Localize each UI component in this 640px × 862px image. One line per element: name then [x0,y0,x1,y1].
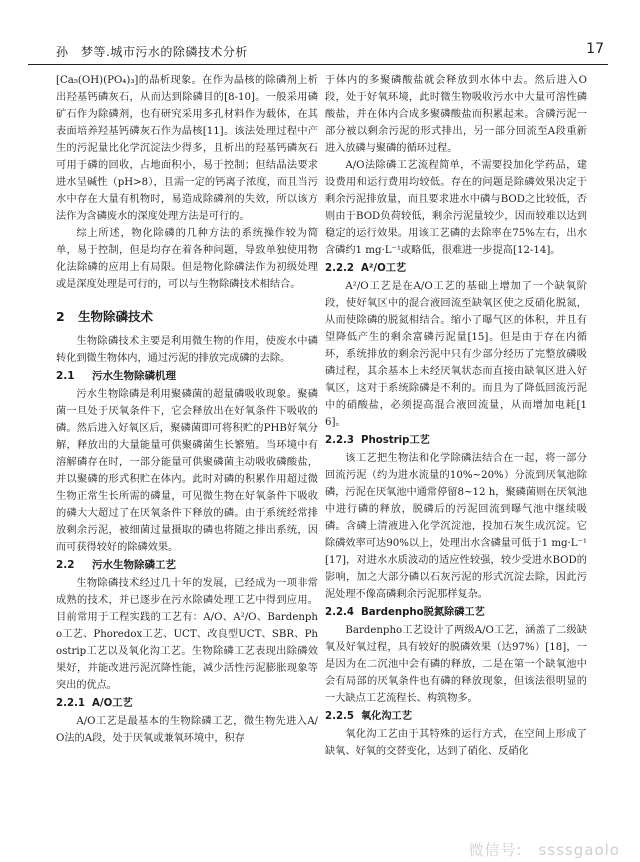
running-title: 孙 梦等.城市污水的除磷技术分析 [56,45,248,59]
subsubsection-number: 2.2.2 [325,263,355,274]
paragraph-processes: 生物除磷技术经过几十年的发展，已经成为一项非常成熟的技术，并已逐步在污水除磷处理工艺中得到应用。目前常用于工程实践的工艺有：A/O、A²/O、Bardenpho工艺、Phoredox工艺、UCT、改良型UCT、SBR、Phostrip工艺以及氧化沟工艺。生物除磷工艺表现出除磷效果好，并能改进污泥沉降性能，减少活性污泥膨胀现象等突出的优点。 [56,578,318,691]
paragraph-a2o: A²/O工艺是在A/O工艺的基础上增加了一个缺氧阶段，使好氧区中的混合液回流至缺氧区使之反硝化脱氮，从而使除磷的脱氮相结合。缩小了曝气区的体积，并且有望降低产生的剩余富磷污泥量[15]。但是由于存在内循环，系统排放的剩余污泥中只有少部分经历了完整放磷吸磷过程，其余基本上未经厌氧状态而直接由缺氧区进入好氧区，这对于系统除磷是不利的。而且为了降低回流污泥中的硝酸盐，必须提高混合液回流量，从而增加电耗[16]。 [325,281,587,428]
subsubsection-heading-2-2-3 [325,432,587,449]
subsubsection-number: 2.2.4 [325,607,355,618]
subsection-title: 污水生物除磷工艺 [92,559,176,571]
subsection-number: 2.1 [56,370,75,382]
subsubsection-heading-2-2-5 [325,708,587,725]
subsection-title: 污水生物除磷机理 [92,370,176,382]
section-heading-2 [56,307,318,327]
subsubsection-title: Phostrip工艺 [361,435,430,446]
subsection-heading-2-1 [56,368,318,385]
paragraph-summary: 综上所述，物化除磷的几种方法的系统操作较为简单，易于控制，但是均存在着各种问题，导致单独使用物化法除磷的应用上有局限。但是物化除磷法作为初级处理或是深度处理是可行的，可以与生物除磷技术相结合。 [56,228,318,290]
subsubsection-title: Bardenpho脱氮除磷工艺 [361,607,485,618]
right-column [325,72,587,760]
subsection-heading-2-2 [56,557,318,574]
paragraph-bio-intro: 生物除磷技术主要是利用微生物的作用，使废水中磷转化到微生物体内，通过污泥的排放完成磷的去除。 [56,336,318,364]
section-title: 生物除磷技术 [78,309,154,324]
subsubsection-number: 2.2.5 [325,711,355,722]
subsubsection-number: 2.2.3 [325,435,355,446]
paragraph-ao-evaluation: A/O法除磷工艺流程简单，不需要投加化学药品，建设费用和运行费用均较低。存在的问题是除磷效果决定于剩余污泥排放量，而且要求进水中磷与BOD之比较低，否则由于BOD负荷较低，剩余污泥量较少，因而较难以达到稳定的运行效果。用该工艺磷的去除率在75%左右，出水含磷约1 mg·L⁻¹或略低，很难进一步提高[12-14]。 [325,160,587,256]
paragraph-oxidation-ditch: 氧化沟工艺由于其特殊的运行方式，在空间上形成了缺氧、好氧的交替变化，达到了硝化、反硝化 [325,729,587,757]
subsubsection-title: A/O工艺 [92,698,133,709]
left-column [56,72,318,747]
subsubsection-number: 2.2.1 [56,698,86,709]
paragraph-ao-start: A/O工艺是最基本的生物除磷工艺，微生物先进入A/O法的A段，处于厌氧或兼氧环境中，积存 [56,716,318,744]
paragraph-mechanism: 污水生物除磷是利用聚磷菌的超量磷吸收现象。聚磷菌一旦处于厌氧条件下，它会释放出在好氧条件下吸收的磷。然后进入好氧区后，聚磷菌即可将积贮的PHB好氧分解，释放出的大量能量可供聚磷菌生长繁殖。当环境中有溶解磷存在时，一部分能量可供聚磷菌主动吸收磷酸盐，并以聚磷的形式积贮在体内。此时对磷的积累作用超过微生物正常生长所需的磷量，可见微生物在好氧条件下吸收的磷大大超过了在厌氧条件下释放的磷。由于系统经常排放剩余污泥，被细菌过量摄取的磷也将随之排出系统，因而可获得较好的除磷效果。 [56,389,318,553]
watermark: 微信号: ssssgaolo [468,841,620,859]
page-number: 17 [586,41,604,57]
paragraph-bardenpho: Bardenpho工艺设计了两级A/O工艺，涵盖了二级缺氧及好氧过程，具有较好的脱磷效果（达97%）[18]，一是因为在二沉池中会有磷的释放，二是在第一个缺氧池中会有局部的厌氧条件也有磷的释放现象，但该法很明显的一大缺点工艺流程长、构筑物多。 [325,625,587,704]
subsubsection-title: 氧化沟工艺 [361,711,412,722]
subsubsection-heading-2-2-2 [325,260,587,277]
section-number: 2 [56,309,65,324]
paragraph-ao-cont: 于体内的多聚磷酸盐就会释放到水体中去。然后进入O段，处于好氧环境，此时微生物吸收污水中大量可溶性磷酸盐，并在体内合成多聚磷酸盐而积累起来。含磷污泥一部分被以剩余污泥的形式排出，另一部分回流至A段重新进入放磷与聚磷的循环过程。 [325,75,587,154]
subsubsection-title: A²/O工艺 [361,263,407,274]
paragraph-crystallization-cont: [Ca₅(OH)(PO₄)₃]的晶析现象。在作为晶核的除磷剂上析出羟基钙磷灰石，从而达到除磷目的[8-10]。一般采用磷矿石作为除磷剂，也有研究采用多孔材料作为载体，在其表面培养羟基钙磷灰石作为晶核[11]。该法处理过程中产生的污泥量比化学沉淀法少得多，且析出的羟基钙磷灰石可用于磷的回收，占地面积小，易于控制；但结晶法要求进水呈碱性（pH>8），且需一定的钙离子浓度，而且当污水中存在大量有机物时，易造成除磷剂的失效，所以该方法作为含磷废水的深度处理方法是可行的。 [56,75,318,222]
subsubsection-heading-2-2-4 [325,604,587,621]
subsubsection-heading-2-2-1 [56,695,318,712]
page-header [28,38,608,65]
subsection-number: 2.2 [56,559,75,571]
paragraph-phostrip: 该工艺把生物法和化学除磷法结合在一起，将一部分回流污泥（约为进水流量的10%~20%）分流到厌氧池除磷，污泥在厌氧池中通常停留8~12 h，聚磷菌则在厌氧池中进行磷的释放，脱磷后的污泥回流到曝气池中继续吸磷。含磷上清液进入化学沉淀池，投加石灰生成沉淀。它除磷效率可达90%以上，处理出水含磷量可低于1 mg·L⁻¹[17]，对进水水质波动的适应性较强，较少受进水BOD的影响，加之大部分磷以石灰污泥的形式沉淀去除，因此污泥处理不像高磷剩余污泥那样复杂。 [325,453,587,600]
